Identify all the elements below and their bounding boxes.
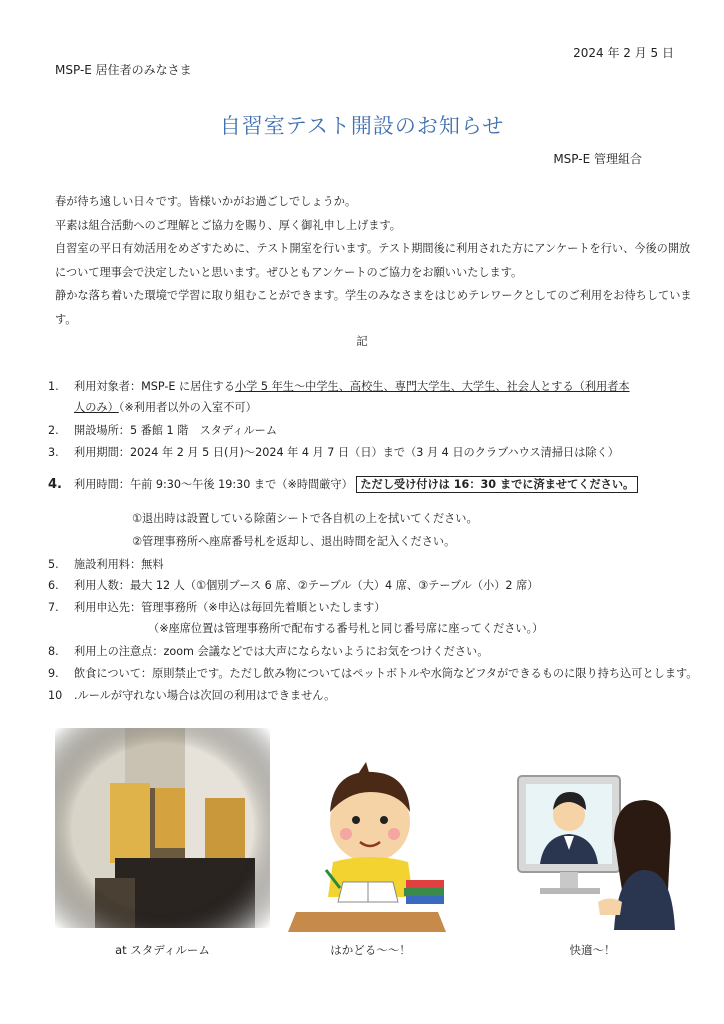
studying-boy-illustration xyxy=(288,762,453,932)
item-text: .ルールが守れない場合は次回の利用はできません。 xyxy=(74,689,336,702)
item-number: 5. xyxy=(48,558,59,571)
list-item-1 xyxy=(48,378,698,394)
item-number: 2. xyxy=(48,424,59,437)
study-room-photo xyxy=(55,728,270,928)
item-number: 8. xyxy=(48,645,59,658)
list-item-5 xyxy=(48,556,698,572)
intro-line: 自習室の平日有効活用をめざすために、テスト開室を行います。テスト期間後に利用された方にアンケートを行い、今後の開放 xyxy=(55,242,691,255)
intro-paragraph xyxy=(55,190,695,331)
list-item-6 xyxy=(48,577,698,593)
item-number: 3. xyxy=(48,446,59,459)
list-item-2 xyxy=(48,422,698,438)
item-underlined-text: 人のみ） xyxy=(74,401,119,414)
list-item-9 xyxy=(48,665,698,681)
intro-line: 静かな落ち着いた環境で学習に取り組むことができます。学生のみなさまをはじめテレワークとしてのご利用をお待ちしています。 xyxy=(55,289,692,326)
item-text: （※利用者以外の入室不可） xyxy=(118,401,257,414)
list-item-4 xyxy=(48,476,698,492)
item-text: 飲食について：原則禁止です。ただし飲み物についてはペットボトルや水筒などフタができるものに限り持ち込可とします。 xyxy=(74,667,698,680)
item-text: 利用上の注意点：zoom 会議などでは大声にならないようにお気をつけください。 xyxy=(74,645,489,658)
study-caption: はかどる～～！ xyxy=(330,943,411,957)
document-title: 自習室テスト開設のお知らせ xyxy=(219,114,505,138)
list-item-7 xyxy=(48,599,698,615)
ki-heading: 記 xyxy=(356,334,368,348)
intro-line: 春が待ち遠しい日々です。皆様いかがお過ごしでしょうか。 xyxy=(55,195,357,208)
item-number: 7. xyxy=(48,601,59,614)
item-underlined-text: 小学 5 年生～中学生、高校生、専門大学生、大学生、社会人とする（利用者本 xyxy=(234,380,630,393)
photo-caption: at スタディルーム xyxy=(115,943,210,957)
telework-caption: 快適～！ xyxy=(569,943,616,957)
item-text: 施設利用料：無料 xyxy=(74,558,164,571)
item-number: 10 xyxy=(48,689,63,702)
item-text: 開設場所：5 番館 1 階 スタディルーム xyxy=(74,424,278,437)
list-item-8 xyxy=(48,643,698,659)
item-4-note-1: ①退出時は設置している除菌シートで各自机の上を拭いてください。 xyxy=(132,512,478,525)
organization-name: MSP-E 管理組合 xyxy=(553,152,642,166)
item-number: 9. xyxy=(48,667,59,680)
item-text: 利用対象者：MSP-E に居住する xyxy=(74,380,235,393)
reception-deadline-box: ただし受け付けは 16：30 までに済ませてください。 xyxy=(356,476,638,493)
item-text: 利用申込先：管理事務所（※申込は毎回先着順といたします） xyxy=(74,601,386,614)
item-text: 利用人数：最大 12 人（①個別ブース 6 席、②テーブル（大）4 席、③テーブル（小）2 席） xyxy=(74,579,539,592)
intro-line: について理事会で決定したいと思います。ぜひともアンケートのご協力をお願いいたします。 xyxy=(55,265,523,279)
intro-line: 平素は組合活動へのご理解とご協力を賜り、厚く御礼申し上げます。 xyxy=(55,218,401,232)
recipient-line: MSP-E 居住者のみなさま xyxy=(55,63,192,77)
item-number: 6. xyxy=(48,579,59,592)
item-7-note: （※座席位置は管理事務所で配布する番号札と同じ番号席に座ってください。） xyxy=(148,622,544,635)
item-text: 利用時間：午前 9:30～午後 19:30 まで（※時間厳守） xyxy=(74,478,353,491)
item-text: 利用期間：2024 年 2 月 5 日(月)～2024 年 4 月 7 日（日）まで（3 月 4 日のクラブハウス清掃日は除く） xyxy=(74,446,619,459)
list-item-3 xyxy=(48,444,698,460)
item-4-note-2: ②管理事務所へ座席番号札を返却し、退出時間を記入ください。 xyxy=(132,535,456,548)
item-number: 4. xyxy=(48,477,62,492)
telework-illustration xyxy=(510,770,675,930)
list-item-1-continued xyxy=(74,399,724,415)
item-number: 1. xyxy=(48,380,59,393)
list-item-10 xyxy=(48,687,698,703)
document-date: 2024 年 2 月 5 日 xyxy=(573,46,674,60)
